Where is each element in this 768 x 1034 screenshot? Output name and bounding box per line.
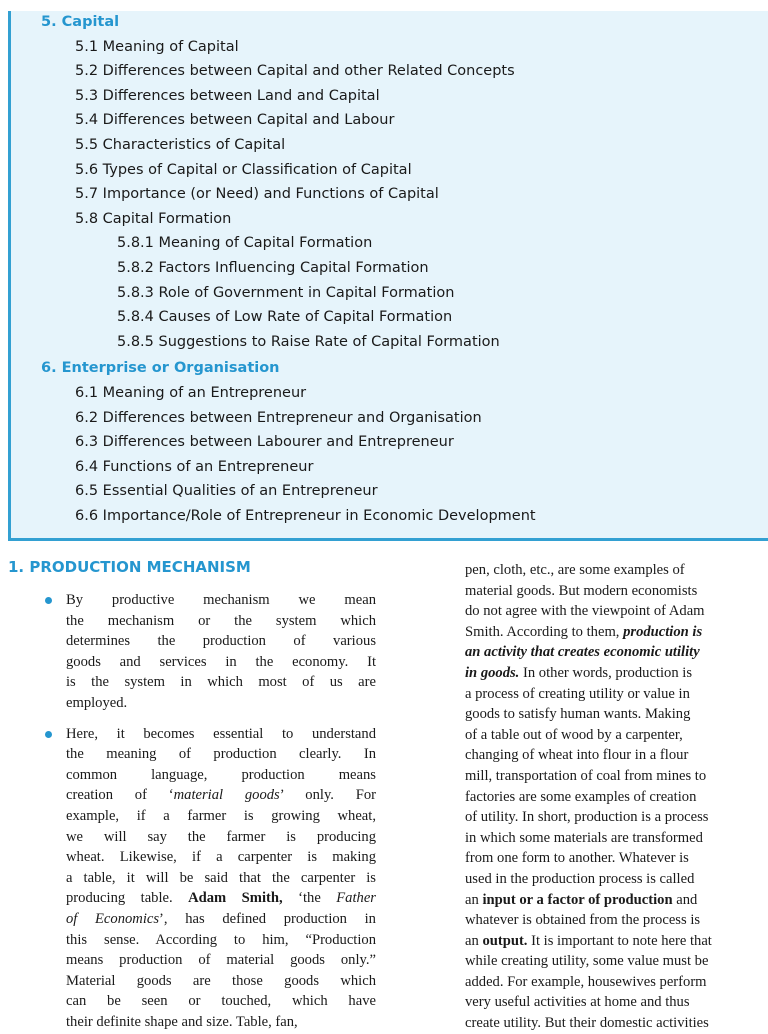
text-line xyxy=(465,828,768,849)
text-run: we will say the farmer is producing xyxy=(66,828,376,845)
text-line xyxy=(66,991,376,1012)
text-run: Smith. According to them, xyxy=(465,623,624,640)
text-line xyxy=(465,725,768,746)
text-line xyxy=(66,652,376,673)
text-line xyxy=(66,785,376,806)
toc-subsection-item: 5.8.5 Suggestions to Raise Rate of Capital Formation xyxy=(117,333,500,350)
text-line xyxy=(465,869,768,890)
text-run: Material goods are those goods which xyxy=(66,972,376,989)
text-run: means production of material goods only.” xyxy=(66,952,376,969)
text-line xyxy=(465,1013,768,1034)
text-line xyxy=(66,909,376,930)
text-run: By productive mechanism we mean xyxy=(66,592,376,608)
text-run: whatever is obtained from the process is xyxy=(465,912,701,929)
toc-section-item: 6.2 Differences between Entrepreneur and Organisation xyxy=(75,409,482,426)
bold-text: output. xyxy=(482,932,528,949)
toc-chapter-title: 5. Capital xyxy=(41,14,120,30)
text-run: in which some materials are transformed xyxy=(465,829,703,846)
toc-section-item: 5.4 Differences between Capital and Labour xyxy=(75,112,395,129)
text-line xyxy=(66,672,376,693)
bullet-icon xyxy=(45,597,52,604)
table-of-contents xyxy=(8,11,768,541)
text-run: is the system in which most of us are xyxy=(66,674,376,691)
section-heading: 1. PRODUCTION MECHANISM xyxy=(8,558,251,576)
text-run: a process of creating utility or value in xyxy=(465,685,690,702)
toc-chapter-title: 6. Enterprise or Organisation xyxy=(41,360,280,377)
text-run: while creating utility, some value must be xyxy=(465,953,709,970)
text-line xyxy=(66,631,376,652)
text-run: their definite shape and size. Table, fan, xyxy=(66,1013,298,1030)
text-run: this sense. According to him, “Production xyxy=(66,931,376,948)
text-run: goods to satisfy human wants. Making xyxy=(465,706,691,723)
toc-section-item: 5.2 Differences between Capital and other Related Concepts xyxy=(75,63,515,80)
paragraph-gap xyxy=(66,714,376,724)
text-line xyxy=(66,590,376,611)
text-line xyxy=(66,930,376,951)
bold-text: Adam Smith, xyxy=(188,890,283,907)
text-line xyxy=(66,806,376,827)
text-run: used in the production process is called xyxy=(465,870,695,887)
text-run: ‘the xyxy=(282,890,337,907)
text-run: the meaning of production clearly. In xyxy=(66,746,376,763)
text-line xyxy=(66,868,376,889)
text-line xyxy=(465,910,768,931)
text-run: a table, it will be said that the carpenter is xyxy=(66,869,376,886)
text-run: Here, it becomes essential to understand xyxy=(66,725,376,742)
text-run: ’, has defined production in xyxy=(159,910,376,927)
toc-section-item: 6.4 Functions of an Entrepreneur xyxy=(75,458,314,475)
text-run: wheat. Likewise, if a carpenter is making xyxy=(66,849,376,866)
right-column xyxy=(465,560,768,1034)
text-run: employed. xyxy=(66,694,128,711)
text-line xyxy=(465,684,768,705)
text-run: In other words, production is xyxy=(519,664,693,681)
text-run: goods and services in the economy. It xyxy=(66,653,376,670)
text-line xyxy=(465,766,768,787)
text-line xyxy=(465,745,768,766)
italic-text: of Economics xyxy=(66,910,160,927)
text-line xyxy=(465,787,768,808)
text-run: very useful activities at home and thus xyxy=(465,994,690,1011)
text-run: changing of wheat into flour in a flour xyxy=(465,747,689,764)
italic-text: Father xyxy=(336,890,376,907)
left-column xyxy=(66,590,376,1032)
text-run: do not agree with the viewpoint of Adam xyxy=(465,603,705,620)
text-line xyxy=(66,611,376,632)
italic-text: material goods xyxy=(173,787,280,804)
text-run: the mechanism or the system which xyxy=(66,612,376,629)
text-run: pen, cloth, etc., are some examples of xyxy=(465,562,685,578)
text-run: determines the production of various xyxy=(66,633,376,650)
text-line xyxy=(66,888,376,909)
toc-section-item: 5.5 Characteristics of Capital xyxy=(75,137,286,153)
text-run: added. For example, housewives perform xyxy=(465,973,707,990)
text-run: an xyxy=(465,932,483,949)
text-line xyxy=(66,724,376,745)
bold-text: in goods. xyxy=(465,664,520,681)
toc-section-item: 5.1 Meaning of Capital xyxy=(75,38,239,55)
text-run: from one form to another. Whatever is xyxy=(465,850,689,867)
text-run: factories are some examples of creation xyxy=(465,788,697,805)
text-run: create utility. But their domestic activities xyxy=(465,1015,709,1032)
text-run: producing table. xyxy=(66,890,189,907)
toc-section-item: 6.6 Importance/Role of Entrepreneur in Economic Development xyxy=(75,508,536,524)
toc-subsection-item: 5.8.4 Causes of Low Rate of Capital Formation xyxy=(117,309,453,326)
text-line xyxy=(465,704,768,725)
text-line xyxy=(66,950,376,971)
bold-text: input or a factor of production xyxy=(482,891,673,908)
bold-text: production is xyxy=(623,623,703,640)
text-run: of utility. In short, production is a process xyxy=(465,809,709,826)
text-line xyxy=(465,931,768,952)
text-line xyxy=(465,642,768,663)
text-line xyxy=(66,765,376,786)
text-line xyxy=(465,663,768,684)
text-line xyxy=(465,560,768,581)
text-run: It is important to note here that xyxy=(527,932,712,949)
text-line xyxy=(465,972,768,993)
text-run: creation of ‘ xyxy=(66,787,174,804)
toc-subsection-item: 5.8.2 Factors Influencing Capital Formation xyxy=(117,260,429,276)
toc-subsection-item: 5.8.1 Meaning of Capital Formation xyxy=(117,235,373,252)
text-line xyxy=(465,581,768,602)
text-run: of a table out of wood by a carpenter, xyxy=(465,726,683,743)
text-line xyxy=(465,601,768,622)
text-line xyxy=(66,847,376,868)
text-line xyxy=(66,744,376,765)
text-run: an xyxy=(465,891,483,908)
text-line xyxy=(66,971,376,992)
text-run: example, if a farmer is growing wheat, xyxy=(66,807,376,824)
toc-section-item: 6.5 Essential Qualities of an Entrepreneur xyxy=(75,483,378,500)
text-line xyxy=(66,693,376,714)
text-line xyxy=(465,848,768,869)
toc-section-item: 5.6 Types of Capital or Classification of Capital xyxy=(75,161,412,178)
text-run: can be seen or touched, which have xyxy=(66,993,376,1010)
toc-section-item: 6.1 Meaning of an Entrepreneur xyxy=(75,385,307,401)
bullet-paragraph xyxy=(66,590,376,714)
bullet-icon xyxy=(45,731,52,738)
text-line xyxy=(465,992,768,1013)
text-run: common language, production means xyxy=(66,766,376,783)
text-line xyxy=(465,951,768,972)
text-line xyxy=(66,827,376,848)
bold-text: an activity that creates economic utility xyxy=(465,644,700,661)
bullet-paragraph xyxy=(66,724,376,1033)
toc-section-item: 5.8 Capital Formation xyxy=(75,210,232,227)
text-run: mill, transportation of coal from mines to xyxy=(465,767,707,784)
text-run: and xyxy=(672,891,698,908)
toc-section-item: 5.3 Differences between Land and Capital xyxy=(75,87,380,104)
toc-section-item: 6.3 Differences between Labourer and Entrepreneur xyxy=(75,434,454,451)
text-line xyxy=(465,622,768,643)
text-run: ’ only. For xyxy=(279,787,377,804)
text-run: material goods. But modern economists xyxy=(465,582,698,599)
text-line xyxy=(465,807,768,828)
text-line xyxy=(465,890,768,911)
toc-section-item: 5.7 Importance (or Need) and Functions of Capital xyxy=(75,186,439,203)
toc-subsection-item: 5.8.3 Role of Government in Capital Formation xyxy=(117,284,455,301)
text-line xyxy=(66,1012,376,1033)
